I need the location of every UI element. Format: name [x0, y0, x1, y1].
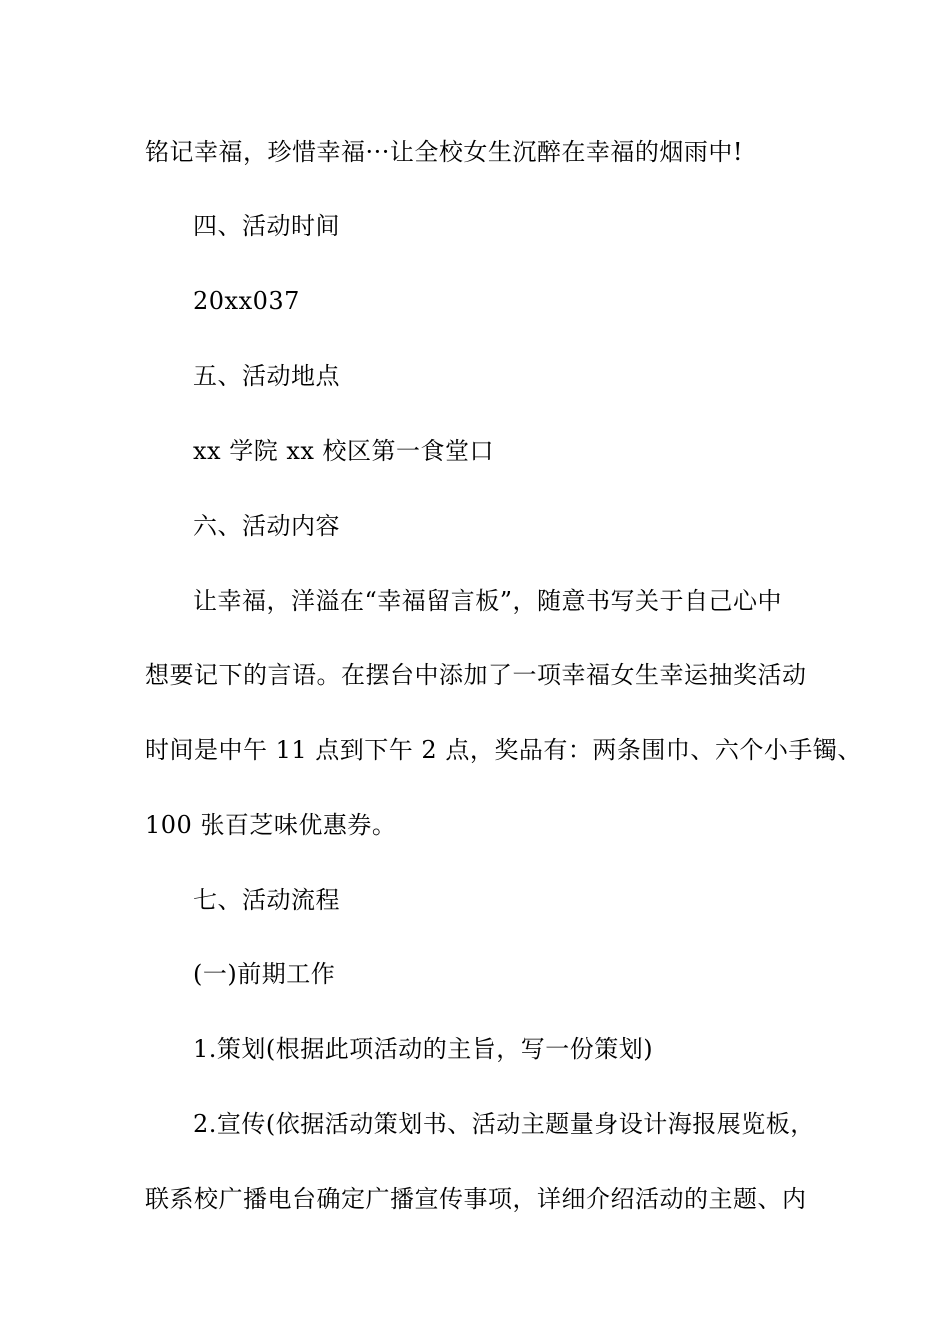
section-heading-time: 四、活动时间 — [193, 212, 340, 240]
subsection-heading-prework: (一)前期工作 — [193, 960, 336, 988]
section-heading-content: 六、活动内容 — [193, 512, 340, 540]
list-item-publicity: 2.宣传(依据活动策划书、活动主题量身设计海报展览板， — [193, 1110, 815, 1138]
paragraph-line: 时间是中午 11 点到下午 2 点，奖品有：两条围巾、六个小手镯、 — [145, 736, 862, 764]
paragraph-line: 联系校广播电台确定广播宣传事项，详细介绍活动的主题、内 — [145, 1185, 807, 1213]
paragraph-line: 让幸福，洋溢在“幸福留言板”，随意书写关于自己心中 — [193, 587, 783, 615]
activity-time-value: 20xx037 — [193, 287, 300, 315]
list-item-planning: 1.策划(根据此项活动的主旨，写一份策划) — [193, 1035, 654, 1063]
section-heading-process: 七、活动流程 — [193, 886, 340, 914]
paragraph-line: 100 张百芝味优惠券。 — [145, 811, 397, 839]
activity-location-value: xx 学院 xx 校区第一食堂口 — [193, 437, 495, 465]
section-heading-location: 五、活动地点 — [193, 362, 340, 390]
paragraph-line: 想要记下的言语。在摆台中添加了一项幸福女生幸运抽奖活动 — [145, 661, 807, 689]
paragraph-line: 铭记幸福，珍惜幸福···让全校女生沉醉在幸福的烟雨中! — [145, 138, 744, 166]
